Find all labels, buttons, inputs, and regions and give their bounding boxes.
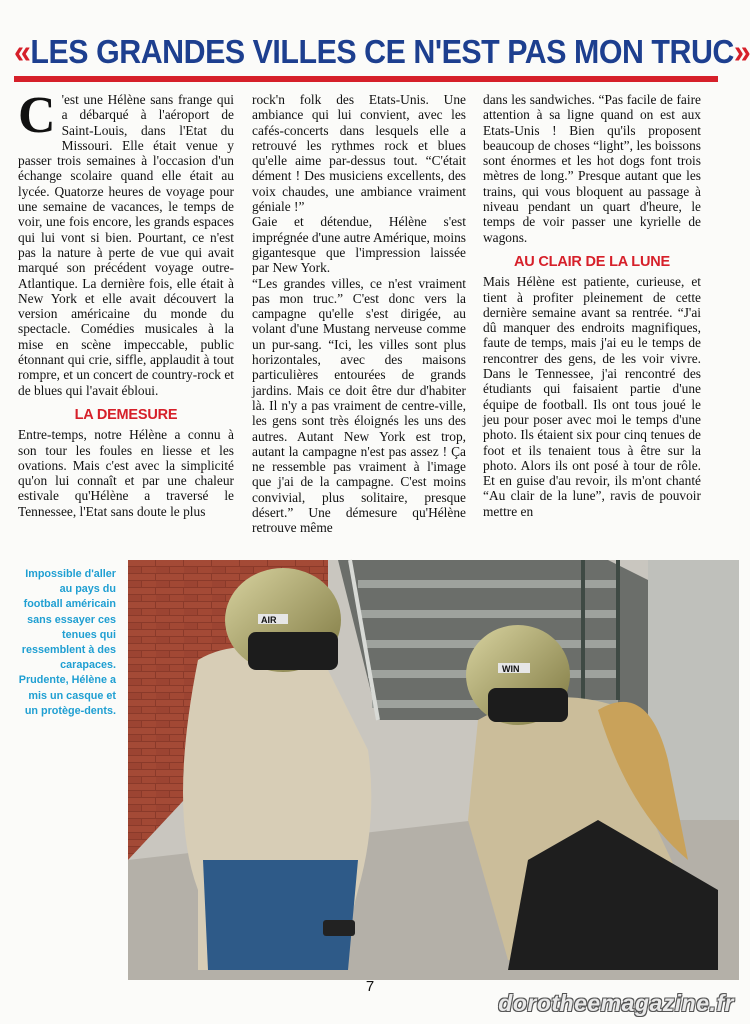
paragraph: dans les sandwiches. “Pas facile de faire attention à sa ligne quand on est aux Etats-Unis ! Bien qu'ils proposent beaucoup de choses “light”, les boissons sont énormes et les hot dogs font trois mètres de long.” Presque autant que les trains, qui vous bloquent au passage à niveau pendant un quart d'heure, le temps de voir passer une kyrielle de wagons. [483, 92, 701, 245]
subhead-la-demesure: LA DEMESURE [74, 406, 178, 423]
paragraph: rock'n folk des Etats-Unis. Une ambiance qui lui convient, avec les cafés-concerts dans lesquels elle a retrouvé les rythmes rock et blues qu'elle aime par-dessus tout. “C'était dément ! Des musiciens excellents, des voix chaudes, une ambiance vraiment géniale !” [252, 92, 466, 215]
photo-football-players [128, 560, 739, 980]
article-column-2 [252, 92, 466, 536]
watermark: dorotheemagazine.fr [498, 990, 734, 1016]
photo-illustration [128, 560, 739, 980]
paragraph: Entre-temps, notre Hélène a connu à son tour les foules en liesse et les ovations. Mais c'est avec la simplicité qu'on lui connaît et par une chaleur estivale qu'Hélène a traversé le Tennessee, l'Etat sans doute le plus [18, 427, 234, 519]
article-column-3 [483, 92, 701, 519]
drop-cap: C [18, 87, 56, 144]
page-number: 7 [365, 978, 375, 995]
headline-open-quote: « [14, 33, 31, 70]
paragraph: C 'est une Hélène sans frange qui a débarqué à l'aéroport de Saint-Louis, dans l'Etat du Missouri. Elle était venue y passer trois semaines à l'occasion d'un échange scolaire quand elle était au lycée. Quatorze heures de voyage pour une semaine de vacances, le temps de voir, une fois encore, les grands espaces qui lui vont si bien. Pourtant, ce n'est pas la nature à perte de vue qui avait marqué son précédent voyage outre-Atlantique. La dernière fois, elle était à New York et elle avait découvert la version américaine du monde du spectacle. Comédies musicales à la mise en scène impeccable, public étonnant qui crie, siffle, applaudit à tout rompre, et un concert de country-rock et de blues qui l'avait ébloui. [18, 87, 235, 398]
headline-rule [14, 76, 718, 82]
paragraph: “Les grandes villes, ce n'est vraiment pas mon truc.” C'est donc vers la campagne qu'elle s'est dirigée, au volant d'une Mustang nerveuse comme un pur-sang. “Ici, les villes sont plus horizontales, avec des maisons particulières entourées de grands jardins. Mais ce doit être dur d'habiter là. Il n'y a pas vraiment de centre-ville, les gens sont très éloignés les uns des autres. Autant New York est trop, autant la campagne n'est pas assez ! Ça ne ressemble pas vraiment à l'image que j'ai de la campagne. C'est moins convivial, plus solitaire, presque désert.” Une démesure qu'Hélène retrouve même [252, 275, 466, 536]
helmet-label-left: AIR [261, 615, 277, 625]
article-column-1 [18, 87, 235, 519]
subhead-au-clair-de-la-lune: AU CLAIR DE LA LUNE [514, 253, 670, 270]
headline-close-quote: » [733, 33, 750, 70]
photo-caption: Impossible d'aller au pays du football américain sans essayer ces tenues qui ressemblent à des carapaces. Prudente, Hélène a mis un casque et un protège-dents. [18, 568, 116, 717]
helmet-label-right: WIN [502, 664, 520, 674]
headline-text: LES GRANDES VILLES CE N'EST PAS MON TRUC [30, 33, 734, 70]
headline [14, 30, 750, 74]
paragraph: Mais Hélène est patiente, curieuse, et tient à profiter pleinement de cette dernière semaine avant sa rentrée. “J'ai dû manquer des endroits magnifiques, faute de temps, mais j'ai eu le temps de rencontrer des gens, de les voir vivre. Dans le Tennessee, j'ai rencontré des étudiants qui faisaient partie d'une équipe de football. Ils ont tous joué le jeu pour poser avec moi le temps d'une photo. Ils étaient six pour cinq tenues de foot et ils tenaient tous à être sur la photo. Alors ils ont posé à tour de rôle. Et en guise d'au revoir, ils m'ont chanté “Au clair de la lune”, ravis de pouvoir mettre en [483, 274, 701, 519]
paragraph: Gaie et détendue, Hélène s'est imprégnée d'une autre Amérique, moins gigantesque que l'impression laissée par New York. [252, 214, 466, 276]
